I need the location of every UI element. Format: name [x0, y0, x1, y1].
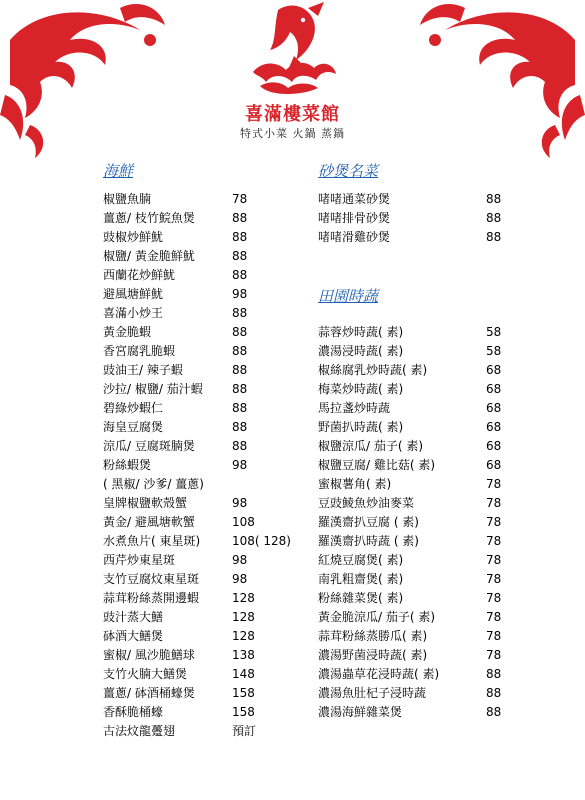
restaurant-name: 喜滿樓菜館 [245, 104, 340, 125]
menu-item-name: 蒜蓉炒時蔬( 素) [318, 325, 404, 339]
menu-item-name: 濃湯海鮮雜菜煲 [318, 705, 403, 719]
menu-item-name: 水煮魚片( 東星斑) [103, 534, 201, 548]
menu-item-name: 黃金/ 避風塘軟蟹 [103, 515, 195, 529]
menu-item-price: 58 [486, 325, 502, 339]
menu-item-price: 78 [486, 515, 502, 529]
menu-item-name: ( 黑椒/ 沙爹/ 薑蔥) [103, 477, 204, 491]
menu-item-name: 梅菜炒時蔬( 素) [318, 382, 404, 396]
menu-item-name: 粉絲雜菜煲( 素) [318, 591, 404, 605]
menu-item-price: 78 [486, 477, 502, 491]
menu-item-name: 啫啫通菜砂煲 [318, 192, 391, 206]
menu-item-price: 88 [232, 382, 248, 396]
menu-item-price: 68 [486, 363, 502, 377]
menu-item-price: 128 [232, 629, 255, 643]
menu-item-price: 68 [486, 382, 502, 396]
menu-item-name: 馬拉盞炒時蔬 [318, 401, 391, 415]
menu-item-name: 海皇豆腐煲 [103, 420, 164, 434]
menu-item-name: 喜滿小炒王 [103, 306, 164, 320]
menu-item-price: 78 [486, 496, 502, 510]
menu-item-price: 78 [486, 591, 502, 605]
menu-item-name: 黃金脆蝦 [103, 325, 152, 339]
menu-item-price: 98 [232, 496, 248, 510]
menu-item-price: 88 [232, 363, 248, 377]
menu-item-name: 避風塘鮮魷 [103, 287, 164, 301]
menu-item-name: 香酥脆桶蠔 [103, 705, 164, 719]
menu-item-price: 88 [232, 401, 248, 415]
menu-item-name: 支竹火腩大鱔煲 [103, 667, 188, 681]
menu-item-price: 148 [232, 667, 255, 681]
restaurant-tagline: 特式小菜 火鍋 蒸鍋 [240, 127, 345, 140]
menu-item-name: 粉絲蝦煲 [103, 458, 152, 472]
menu-item-name: 豉油王/ 辣子蝦 [103, 363, 183, 377]
menu-item-name: 薑蔥/ 砵酒桶蠔煲 [103, 686, 195, 700]
menu-item-price: 88 [232, 211, 248, 225]
menu-item-name: 砵酒大鱔煲 [103, 629, 164, 643]
menu-item-name: 椒鹽豆腐/ 雞比菇( 素) [318, 458, 436, 472]
menu-item-price: 88 [486, 686, 502, 700]
menu-item-price: 78 [486, 629, 502, 643]
menu-item-price: 預訂 [232, 724, 257, 738]
menu-item-price: 88 [232, 344, 248, 358]
menu-item-price: 98 [232, 287, 248, 301]
menu-item-price: 128 [232, 610, 255, 624]
menu-item-name: 沙拉/ 椒鹽/ 茄汁蝦 [103, 382, 203, 396]
section-title-vegetables: 田園時蔬 [318, 287, 379, 305]
menu-item-name: 涼瓜/ 豆腐斑腩煲 [103, 439, 195, 453]
menu-item-price: 158 [232, 705, 255, 719]
menu-item-price: 58 [486, 344, 502, 358]
menu-item-price: 88 [486, 667, 502, 681]
menu-item-price: 98 [232, 458, 248, 472]
menu-item-price: 78 [232, 192, 248, 206]
menu-item-name: 蒜茸粉絲蒸勝瓜( 素) [318, 629, 428, 643]
menu-item-name: 西芹炒東星斑 [103, 553, 176, 567]
menu-item-price: 78 [486, 534, 502, 548]
menu-item-name: 濃湯野菌浸時蔬( 素) [318, 648, 428, 662]
menu-item-name: 濃湯蟲草花浸時蔬( 素) [318, 667, 440, 681]
menu-item-name: 椒絲腐乳炒時蔬( 素) [318, 363, 428, 377]
menu-item-name: 南乳粗齋煲( 素) [318, 572, 404, 586]
menu-item-name: 豉椒炒鮮魷 [103, 230, 164, 244]
menu-item-name: 啫啫排骨砂煲 [318, 211, 391, 225]
menu-item-name: 西蘭花炒鮮魷 [103, 268, 176, 282]
menu-item-price: 68 [486, 439, 502, 453]
menu-item-name: 野菌扒時蔬( 素) [318, 420, 404, 434]
menu-item-name: 濃湯魚肚杞子浸時蔬 [318, 686, 427, 700]
menu-item-name: 羅漢齋扒豆腐 ( 素) [318, 515, 419, 529]
menu-item-price: 88 [232, 325, 248, 339]
menu-item-name: 蜜椒/ 風沙脆鱔球 [103, 648, 195, 662]
menu-item-price: 68 [486, 401, 502, 415]
menu-item-price: 88 [232, 306, 248, 320]
menu-item-name: 豆豉鯪魚炒油麥菜 [318, 496, 415, 510]
section-title-seafood: 海鮮 [103, 162, 134, 180]
menu-item-price: 88 [232, 268, 248, 282]
menu-item-name: 椒鹽/ 黃金脆鮮魷 [103, 249, 195, 263]
menu-item-name: 支竹豆腐炆東星斑 [103, 572, 200, 586]
menu-item-price: 78 [486, 648, 502, 662]
menu-item-name: 蒜茸粉絲蒸開邊蝦 [103, 591, 200, 605]
menu-item-price: 88 [486, 211, 502, 225]
menu-item-price: 88 [486, 230, 502, 244]
menu-item-name: 椒鹽魚腩 [103, 192, 152, 206]
menu-item-name: 羅漢齋扒時蔬 ( 素) [318, 534, 419, 548]
section-title-claypot: 砂煲名菜 [318, 162, 379, 180]
menu-item-price: 88 [232, 420, 248, 434]
menu-item-price: 78 [486, 572, 502, 586]
menu-item-name: 香宮腐乳脆蝦 [103, 344, 176, 358]
menu-item-name: 紅燒豆腐煲( 素) [318, 553, 404, 567]
menu-item-price: 138 [232, 648, 255, 662]
menu-item-price: 88 [232, 439, 248, 453]
menu-item-price: 68 [486, 420, 502, 434]
menu-item-price: 108 [232, 515, 255, 529]
menu-item-name: 啫啫滑雞砂煲 [318, 230, 391, 244]
menu-item-price: 158 [232, 686, 255, 700]
menu-item-price: 78 [486, 610, 502, 624]
menu-item-price: 78 [486, 553, 502, 567]
menu-item-price: 68 [486, 458, 502, 472]
menu-item-price: 88 [486, 192, 502, 206]
fish-logo-icon [248, 0, 338, 95]
menu-item-price: 88 [232, 249, 248, 263]
menu-item-name: 蜜椒薯角( 素) [318, 477, 392, 491]
menu-item-price: 88 [232, 230, 248, 244]
menu-item-price: 98 [232, 553, 248, 567]
menu-item-name: 碧綠炒蝦仁 [103, 401, 164, 415]
menu-item-price: 88 [486, 705, 502, 719]
menu-item-name: 濃湯浸時蔬( 素) [318, 344, 404, 358]
menu-item-name: 椒鹽涼瓜/ 茄子( 素) [318, 439, 424, 453]
menu-item-name: 薑蔥/ 枝竹鯇魚煲 [103, 211, 195, 225]
menu-item-price: 108( 128) [232, 534, 291, 548]
menu-item-price: 98 [232, 572, 248, 586]
menu-item-name: 古法炆龍躉翅 [103, 724, 176, 738]
menu-item-name: 皇牌椒鹽軟殼蟹 [103, 496, 188, 510]
menu-item-price: 128 [232, 591, 255, 605]
menu-item-name: 豉汁蒸大鱔 [103, 610, 164, 624]
menu-item-name: 黃金脆涼瓜/ 茄子( 素) [318, 610, 436, 624]
